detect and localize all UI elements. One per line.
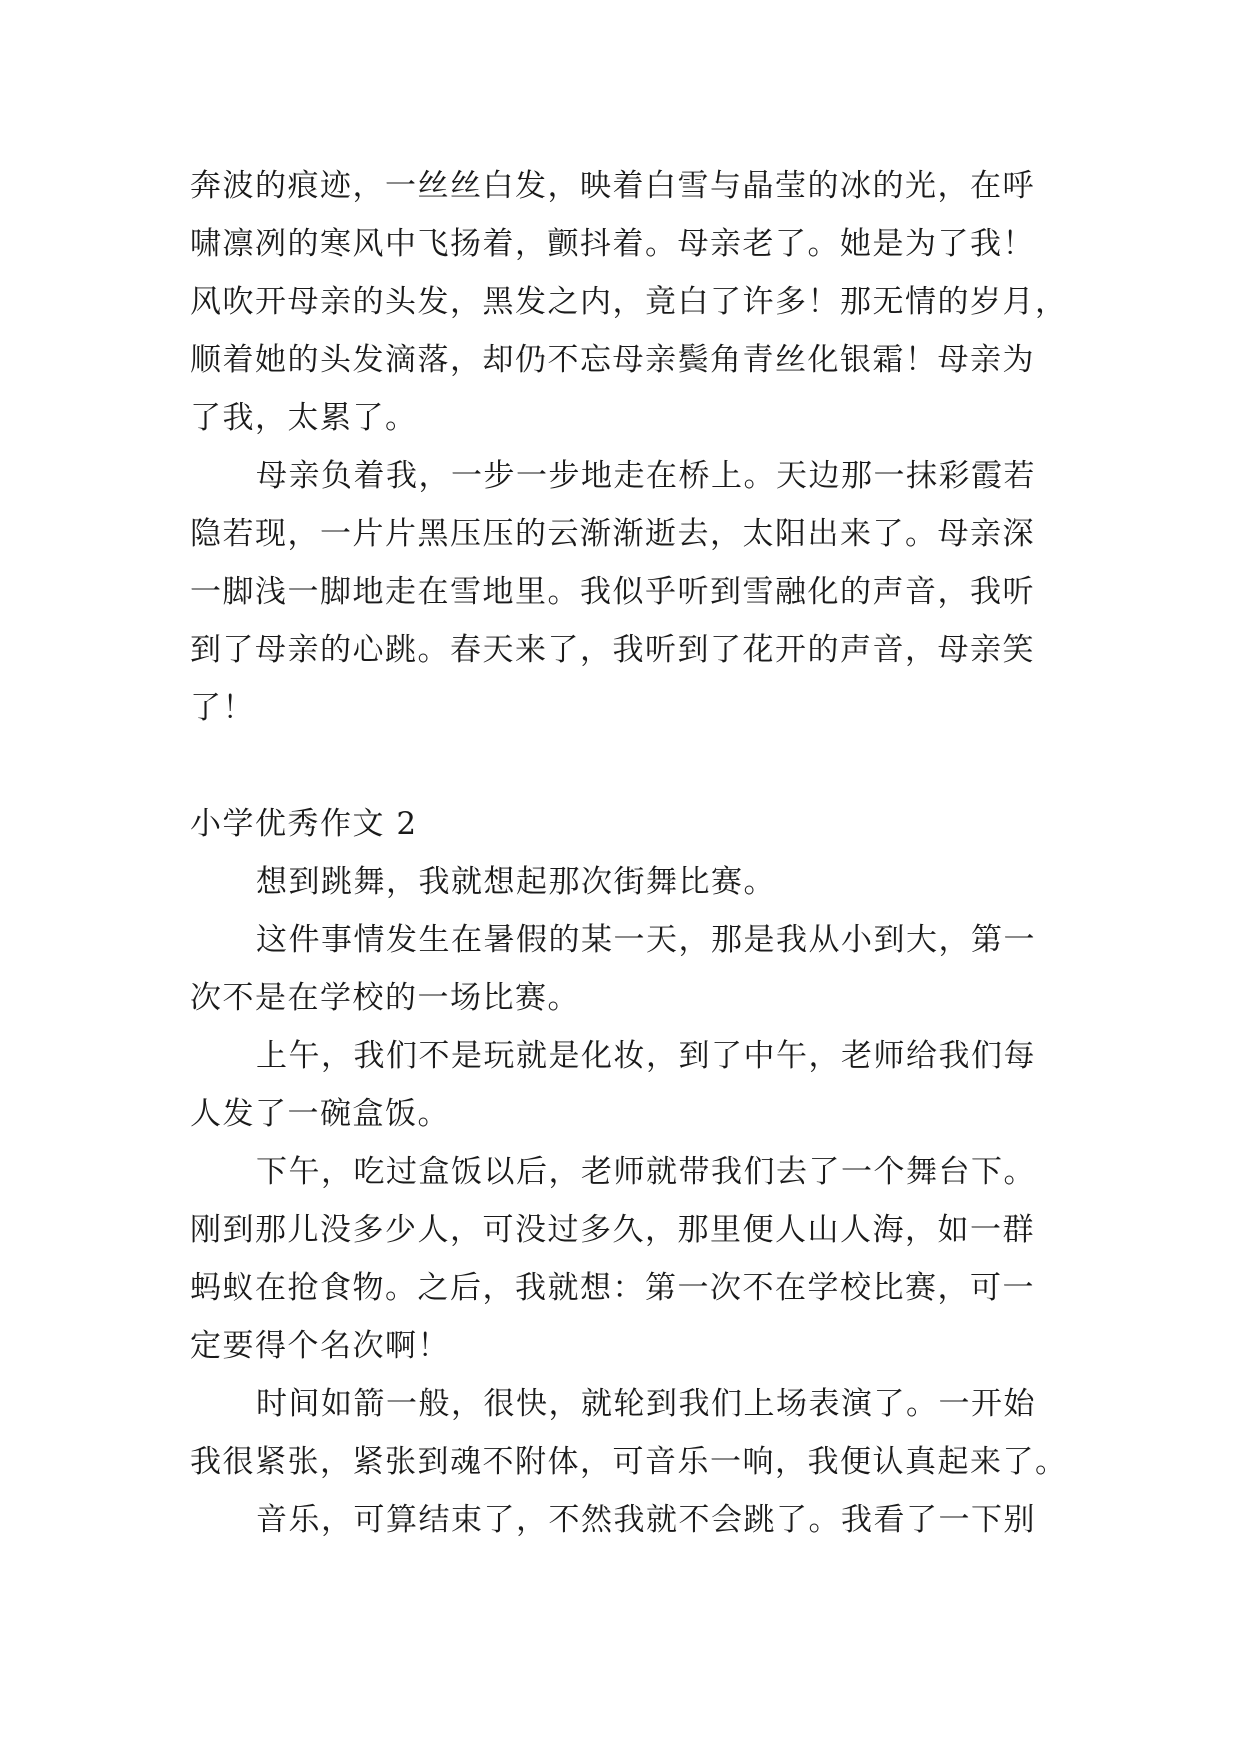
paragraph-line: 了！ <box>190 690 255 726</box>
paragraph-line: 刚到那儿没多少人，可没过多久，那里便人山人海，如一群 <box>190 1212 1035 1248</box>
paragraph-line: 定要得个名次啊！ <box>190 1328 450 1364</box>
paragraph-line: 音乐，可算结束了，不然我就不会跳了。我看了一下别 <box>256 1502 1036 1538</box>
paragraph-line: 下午，吃过盒饭以后，老师就带我们去了一个舞台下。 <box>256 1154 1036 1190</box>
paragraph-line: 隐若现，一片片黑压压的云渐渐逝去，太阳出来了。母亲深 <box>190 516 1035 552</box>
paragraph-line: 上午，我们不是玩就是化妆，到了中午，老师给我们每 <box>256 1038 1036 1074</box>
paragraph-line: 顺着她的头发滴落，却仍不忘母亲鬓角青丝化银霜！母亲为 <box>190 342 1035 378</box>
paragraph-line: 想到跳舞，我就想起那次街舞比赛。 <box>256 864 776 900</box>
essay-heading: 小学优秀作文 2 <box>190 806 418 842</box>
paragraph-line: 母亲负着我，一步一步地走在桥上。天边那一抹彩霞若 <box>256 458 1036 494</box>
paragraph-line: 到了母亲的心跳。春天来了，我听到了花开的声音，母亲笑 <box>190 632 1035 668</box>
paragraph-line: 次不是在学校的一场比赛。 <box>190 980 580 1016</box>
paragraph-line: 啸凛冽的寒风中飞扬着，颤抖着。母亲老了。她是为了我！ <box>190 226 1035 262</box>
paragraph-line: 了我，太累了。 <box>190 400 418 436</box>
paragraph-line: 蚂蚁在抢食物。之后，我就想：第一次不在学校比赛，可一 <box>190 1270 1035 1306</box>
paragraph-line: 奔波的痕迹，一丝丝白发，映着白雪与晶莹的冰的光，在呼 <box>190 168 1035 204</box>
paragraph-line: 时间如箭一般，很快，就轮到我们上场表演了。一开始 <box>256 1386 1036 1422</box>
paragraph-line: 风吹开母亲的头发，黑发之内，竟白了许多！那无情的岁月， <box>190 284 1068 320</box>
paragraph-line: 一脚浅一脚地走在雪地里。我似乎听到雪融化的声音，我听 <box>190 574 1035 610</box>
paragraph-line: 人发了一碗盒饭。 <box>190 1096 450 1132</box>
paragraph-line: 我很紧张，紧张到魂不附体，可音乐一响，我便认真起来了。 <box>190 1444 1068 1480</box>
paragraph-line: 这件事情发生在暑假的某一天，那是我从小到大，第一 <box>256 922 1036 958</box>
